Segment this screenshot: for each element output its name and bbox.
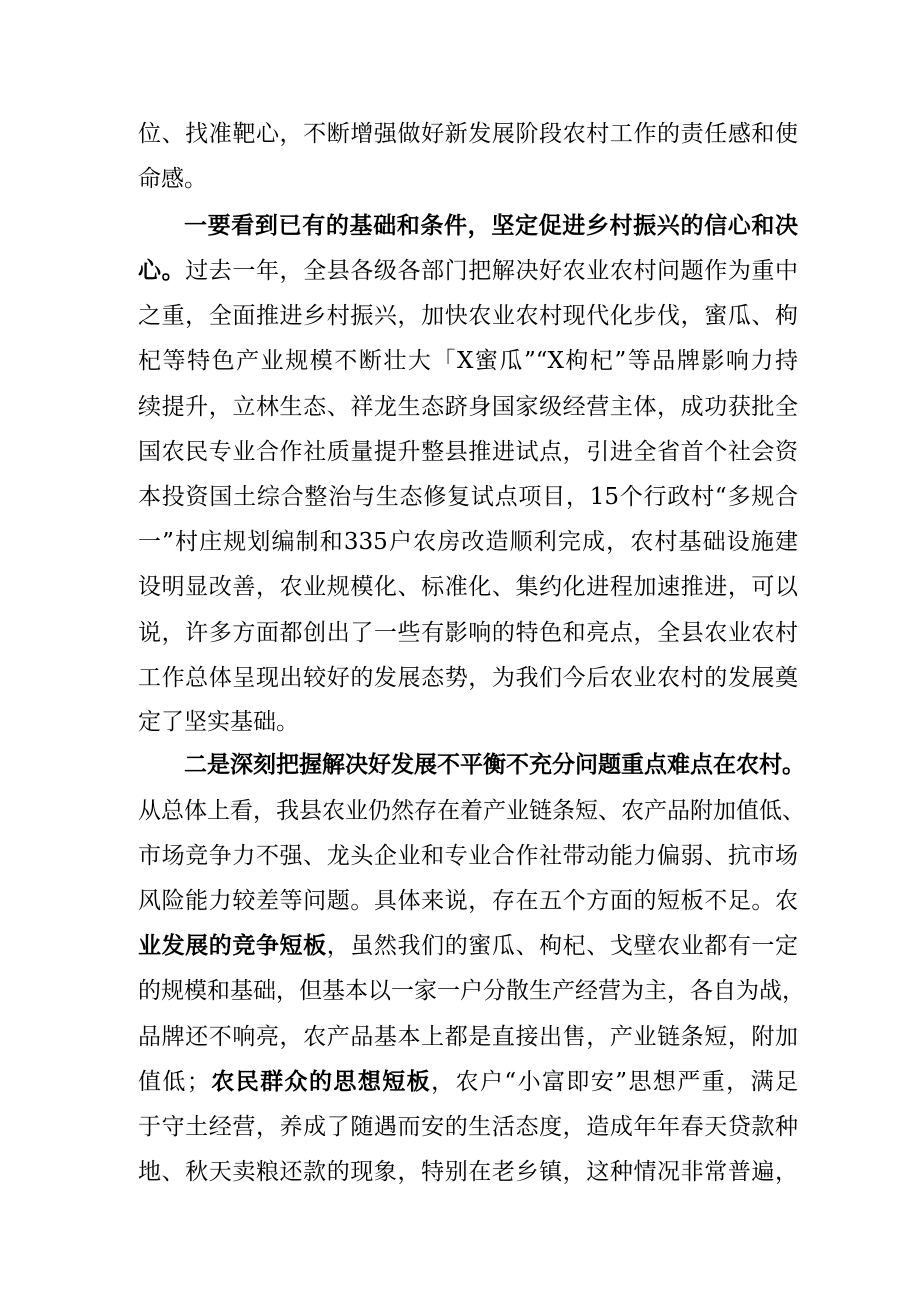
bold-phrase: 农民群众的思想短板	[209, 1068, 432, 1095]
text-line: 设明显改善，农业规模化、标准化、集约化进程加速推进，可以	[138, 574, 798, 600]
text-line: 市场竞争力不强、龙头企业和专业合作社带动能力偏弱、抗市场	[138, 843, 798, 869]
text-line: 从总体上看，我县农业仍然存在着产业链条短、农产品附加值低、	[138, 798, 805, 824]
text-line: 地、秋天卖粮还款的现象，特别在老乡镇，这种情况非常普遍，	[138, 1159, 798, 1185]
bold-phrase: 业发展的竞争短板	[138, 932, 327, 959]
text-line: 之重，全面推进乡村振兴，加快农业农村现代化步伐，蜜瓜、枸	[138, 303, 798, 329]
text-line: 国农民专业合作社质量提升整县推进试点，引进全省首个社会资	[138, 439, 798, 465]
text-line: 风险能力较差等问题。具体来说，存在五个方面的短板不足。农	[138, 888, 798, 914]
text-line: 品牌还不响亮，农产品基本上都是直接出售，产业链条短，附加	[138, 1024, 798, 1050]
text-line: 说，许多方面都创出了一些有影响的特色和亮点，全县农业农村	[138, 620, 798, 646]
text-line: 工作总体呈现出较好的发展态势，为我们今后农业农村的发展奠	[138, 665, 798, 691]
text-line: 续提升，立林生态、祥龙生态跻身国家级经营主体，成功获批全	[138, 394, 798, 420]
text-line: 杞等特色产业规模不断壮大「X蜜瓜”“X枸杞”等品牌影响力持	[138, 348, 798, 374]
bold-heading: 心。	[138, 257, 186, 284]
text-line: 于守土经营，养成了随遇而安的生活态度，造成年年春天贷款种	[138, 1114, 798, 1140]
text-line: 值低；农民群众的思想短板，农户“小富即安”思想严重，满足	[138, 1068, 798, 1095]
text-line: 一”村庄规划编制和335户农房改造顺利完成，农村基础设施建	[138, 529, 798, 555]
text-line: 位、找准靶心，不断增强做好新发展阶段农村工作的责任感和使	[138, 121, 798, 147]
text-line: 业发展的竞争短板，虽然我们的蜜瓜、枸杞、戈壁农业都有一定	[138, 932, 799, 959]
bold-heading: 一要看到已有的基础和条件，坚定促进乡村振兴的信心和决	[184, 212, 798, 239]
text-line: 心。过去一年，全县各级各部门把解决好农业农村问题作为重中	[138, 257, 799, 284]
paragraph-heading-line	[184, 206, 798, 246]
text-line: 定了坚实基础。	[138, 709, 299, 735]
text-line: 的规模和基础，但基本以一家一户分散生产经营为主，各自为战，	[138, 978, 805, 1004]
paragraph-heading-line	[184, 745, 805, 785]
text-line: 本投资国土综合整治与生态修复试点项目，15个行政村“多规合	[138, 484, 798, 510]
bold-heading: 二是深刻把握解决好发展不平衡不充分问题重点难点在农村。	[184, 751, 805, 778]
text-line: 命感。	[138, 166, 207, 192]
